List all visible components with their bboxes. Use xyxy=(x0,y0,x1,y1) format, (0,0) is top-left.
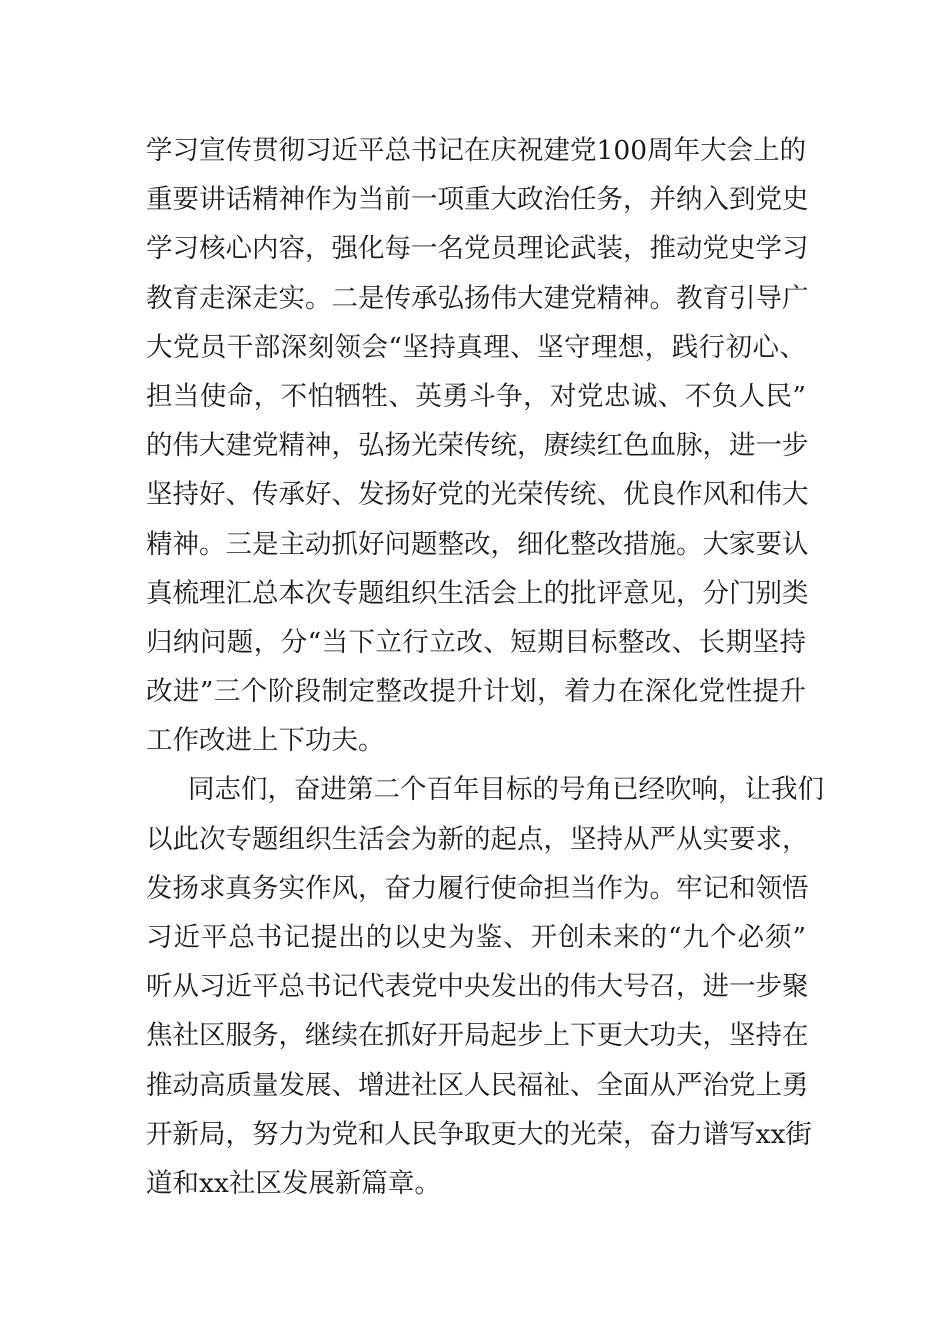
document-body xyxy=(146,126,824,1208)
paragraph-line: 学习核心内容，强化每一名党员理论武装，推动党史学习 xyxy=(146,233,809,265)
paragraph-line: 改进”三个阶段制定整改提升计划，着力在深化党性提升 xyxy=(146,676,806,708)
paragraph-2 xyxy=(146,765,824,1208)
paragraph-line: 焦社区服务，继续在抓好开局起步上下更大功夫，坚持在 xyxy=(146,1020,809,1052)
paragraph-line: 真梳理汇总本次专题组织生活会上的批评意见，分门别类 xyxy=(146,577,809,609)
paragraph-1 xyxy=(146,126,809,765)
paragraph-line: 道和xx社区发展新篇章。 xyxy=(146,1167,441,1199)
paragraph-line: 习近平总书记提出的以史为鉴、开创未来的“九个必须” xyxy=(146,922,806,953)
paragraph-line: 工作改进上下功夫。 xyxy=(146,725,385,757)
paragraph-line: 听从习近平总书记代表党中央发出的伟大号召，进一步聚 xyxy=(146,971,809,1003)
paragraph-line: 坚持好、传承好、发扬好党的光荣传统、优良作风和伟大 xyxy=(146,479,809,511)
paragraph-line: 推动高质量发展、增进社区人民福祉、全面从严治党上勇 xyxy=(146,1069,809,1101)
paragraph-line: 开新局，努力为党和人民争取更大的光荣，奋力谱写xx街 xyxy=(146,1118,812,1150)
paragraph-line: 精神。三是主动抓好问题整改，细化整改措施。大家要认 xyxy=(146,528,809,560)
paragraph-line: 大党员干部深刻领会“坚持真理、坚守理想，践行初心、 xyxy=(146,331,806,363)
paragraph-line: 发扬求真务实作风，奋力履行使命担当作为。牢记和领悟 xyxy=(146,872,809,904)
paragraph-line: 担当使命，不怕牺牲、英勇斗争，对党忠诚、不负人民” xyxy=(146,380,806,412)
paragraph-line: 以此次专题组织生活会为新的起点，坚持从严从实要求， xyxy=(146,823,809,855)
paragraph-line: 学习宣传贯彻习近平总书记在庆祝建党100周年大会上的 xyxy=(146,135,807,166)
paragraph-line: 同志们，奋进第二个百年目标的号角已经吹响，让我们 xyxy=(188,774,824,806)
paragraph-line: 的伟大建党精神，弘扬光荣传统，赓续红色血脉，进一步 xyxy=(146,430,809,462)
paragraph-line: 归纳问题，分“当下立行立改、短期目标整改、长期坚持 xyxy=(146,626,806,658)
paragraph-line: 重要讲话精神作为当前一项重大政治任务，并纳入到党史 xyxy=(146,184,809,216)
paragraph-line: 教育走深走实。二是传承弘扬伟大建党精神。教育引导广 xyxy=(146,282,809,314)
